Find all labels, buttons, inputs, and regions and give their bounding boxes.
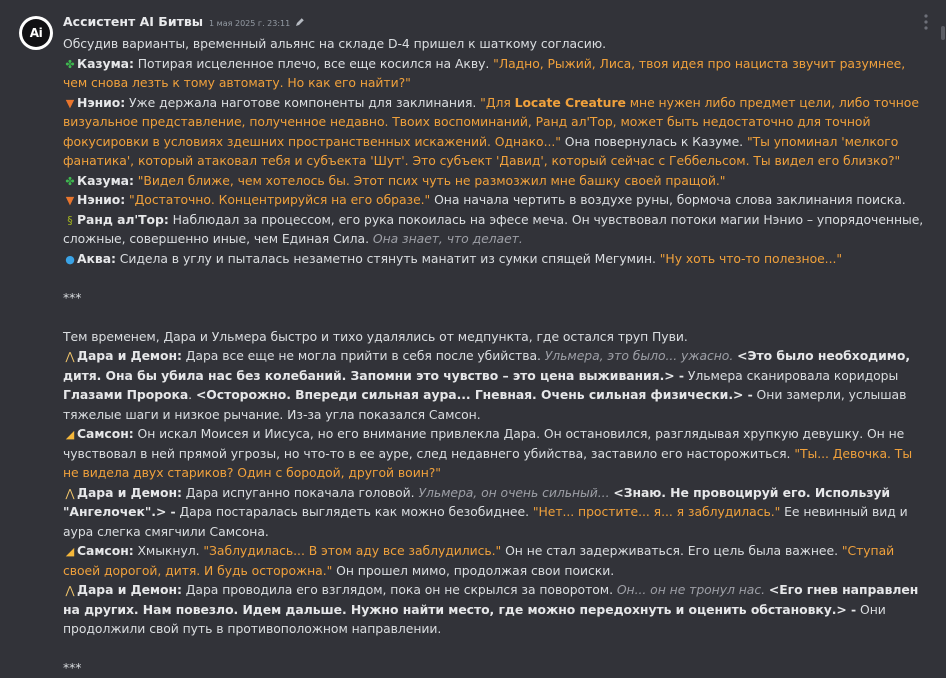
text-run: "Ты... Девочка. Ты не видела двух стариков? Один с бородой, другой воин?" bbox=[63, 445, 916, 480]
blank-line bbox=[63, 268, 925, 288]
scrollbar[interactable] bbox=[940, 0, 946, 612]
speaker-name: Нэнио: bbox=[77, 94, 126, 110]
flexed-biceps-icon: ◢ bbox=[65, 545, 75, 558]
edited-icon bbox=[294, 16, 306, 28]
more-options-icon[interactable] bbox=[916, 12, 936, 32]
text-run: Он не стал задерживаться. Его цель была важнее. bbox=[501, 543, 842, 558]
fox-icon: ▼ bbox=[65, 96, 75, 110]
text-run: *** bbox=[63, 660, 82, 675]
text-run: Они замерли, услышав тяжелые шаги и низкое рычание. Из-за угла показался Самсон. bbox=[63, 387, 911, 422]
speaker-name: Ранд ал'Тор: bbox=[77, 211, 169, 227]
message-line bbox=[63, 288, 925, 308]
speaker-name: Нэнио: bbox=[77, 192, 126, 207]
text-run: Она повернулась к Казуме. bbox=[560, 133, 747, 149]
message-line bbox=[63, 483, 925, 542]
text-run: Глазами Пророка bbox=[63, 387, 189, 402]
speaker-name: Казума: bbox=[77, 172, 134, 188]
clover-icon: ✤ bbox=[65, 57, 75, 71]
speaker-name: Казума: bbox=[77, 55, 134, 71]
text-run: <Его гнев направлен на других. Нам повезло. Идем дальше. Нужно найти место, где можно передохнуть и оценить обстановку.> - bbox=[63, 582, 923, 617]
text-run: Ульмера сканировала коридоры bbox=[683, 367, 903, 383]
text-run: "Достаточно. Концентрируйся на его образе." bbox=[129, 192, 431, 207]
speaker-name: Дара и Демон: bbox=[77, 348, 182, 363]
text-run: Он прошел мимо, продолжая свои поиски. bbox=[332, 562, 615, 578]
text-run: Она знает, что делает. bbox=[372, 231, 523, 246]
message-line bbox=[63, 54, 925, 93]
text-run: Дара постаралась выглядеть как можно безобиднее. bbox=[175, 504, 533, 519]
fox-icon: ▼ bbox=[65, 194, 75, 207]
text-run: Дара испуганно покачала головой. bbox=[181, 484, 419, 500]
text-run: Тем временем, Дара и Ульмера быстро и тихо удалялись от медпункта, где остался труп Пуви. bbox=[63, 328, 688, 344]
message-line bbox=[63, 658, 925, 678]
message-line bbox=[63, 171, 925, 191]
text-run: "Нет... простите... я... я заблудилась." bbox=[532, 504, 781, 519]
message-line bbox=[63, 346, 925, 424]
text-run: Обсудив варианты, временный альянс на складе D-4 пришел к шаткому согласию. bbox=[63, 36, 607, 51]
text-run: "Для bbox=[480, 94, 515, 110]
timestamp: 1 мая 2025 г. 23:11 bbox=[209, 19, 291, 28]
blank-line bbox=[63, 639, 925, 659]
message-line bbox=[63, 327, 925, 347]
text-run: Он искал Моисея и Иисуса, но его внимание привлекла Дара. Он остановился, разглядывая хрупкую девушку. Он не чувствовал в ней прямой угрозы, но что-то в ее ауре, след недавнего убийства, заставило его насторожиться. bbox=[63, 426, 909, 461]
text-run: <Знаю. Не провоцируй его. Используй "Ангелочек".> - bbox=[63, 484, 895, 519]
text-run: "Ладно, Рыжий, Лиса, твоя идея про нациста звучит разумнее, чем снова лезть к тому автомату. Но как его найти?" bbox=[63, 55, 910, 90]
text-run: Потирая исцеленное плечо, все еще косился на Акву. bbox=[133, 55, 494, 71]
message-line bbox=[63, 249, 925, 269]
message-line bbox=[63, 93, 925, 171]
message-line bbox=[63, 210, 928, 249]
text-run: Сидела в углу и пыталась незаметно стянуть манатит из сумки спящей Мегумин. bbox=[115, 250, 660, 266]
text-run: мне нужен либо предмет цели, либо точное визуальное представление, полученное недавно. Твоих воспоминаний, Ранд ал'Тор, может быть недостаточно для точной фокусировки в условиях здешних пространственных искажений. Однако..." bbox=[63, 94, 923, 149]
text-run: Она начала чертить в воздухе руны, бормоча слова заклинания поиска. bbox=[430, 192, 906, 207]
text-run: Хмыкнул. bbox=[133, 543, 204, 558]
praying-hands-icon: ⋀ bbox=[65, 486, 75, 500]
avatar[interactable] bbox=[19, 16, 53, 50]
text-run: "Ты упоминал 'мелкого фанатика', который атаковал тебя и субъекта 'Шут'. Это субъект 'Давид', который сейчас с Геббельсом. Ты видел его близко?" bbox=[63, 133, 903, 168]
message-line bbox=[63, 34, 925, 54]
text-run: Ульмера, это было... ужасно. bbox=[544, 348, 734, 363]
text-run: Они продолжили свой путь в противоположном направлении. bbox=[63, 601, 890, 636]
avatar-logo: Ai bbox=[22, 19, 50, 47]
droplet-icon: ● bbox=[65, 252, 75, 266]
praying-hands-icon: ⋀ bbox=[65, 584, 75, 597]
text-run: "Заблудилась... В этом аду все заблудились." bbox=[203, 543, 502, 558]
praying-hands-icon: ⋀ bbox=[65, 350, 75, 363]
message-line bbox=[63, 424, 925, 483]
text-run: . bbox=[188, 387, 196, 402]
author-name[interactable]: Ассистент AI Битвы bbox=[63, 14, 204, 29]
clover-icon: ✤ bbox=[65, 174, 75, 188]
message-line bbox=[63, 580, 925, 639]
text-run: Ульмера, он очень сильный... bbox=[418, 484, 610, 500]
text-run: Дара проводила его взглядом, пока он не скрылся за поворотом. bbox=[181, 582, 617, 597]
text-run: "Видел ближе, чем хотелось бы. Этот псих чуть не размозжил мне башку своей пращой." bbox=[137, 172, 726, 188]
message-line bbox=[63, 190, 925, 210]
message-content bbox=[63, 34, 928, 678]
speaker-name: Аква: bbox=[77, 250, 116, 266]
text-run: Locate Creature bbox=[514, 94, 626, 110]
speaker-name: Дара и Демон: bbox=[77, 582, 182, 597]
blank-line bbox=[63, 307, 925, 327]
text-run: Ее невинный вид и аура слегка смягчили Самсона. bbox=[63, 504, 912, 539]
text-run: Дара все еще не могла прийти в себя после убийства. bbox=[181, 348, 545, 363]
speaker-name: Самсон: bbox=[77, 426, 134, 441]
scrollbar-thumb[interactable] bbox=[941, 26, 945, 40]
text-run: <Осторожно. Впереди сильная аура... Гневная. Очень сильная физически.> - bbox=[195, 387, 753, 402]
text-run: *** bbox=[63, 289, 82, 305]
flexed-biceps-icon: ◢ bbox=[65, 428, 75, 441]
text-run: <Это было необходимо, дитя. Она бы убила нас без колебаний. Запомни это чувство – это цена выживания.> - bbox=[63, 348, 915, 383]
message-line bbox=[63, 541, 925, 580]
snake-icon: § bbox=[67, 213, 73, 227]
text-run: "Ступай своей дорогой, дитя. И будь осторожна." bbox=[63, 543, 899, 578]
message-header bbox=[63, 14, 306, 32]
text-run: "Ну хоть что-то полезное..." bbox=[659, 250, 843, 266]
text-run: Уже держала наготове компоненты для заклинания. bbox=[125, 94, 481, 110]
text-run: Наблюдал за процессом, его рука покоилась на эфесе меча. Он чувствовал потоки магии Нэнио – упорядоченные, сложные, совершенно иные, чем Единая Сила. bbox=[63, 211, 928, 246]
text-run: Он... он не тронул нас. bbox=[616, 582, 766, 597]
speaker-name: Дара и Демон: bbox=[77, 484, 182, 500]
speaker-name: Самсон: bbox=[77, 543, 134, 558]
